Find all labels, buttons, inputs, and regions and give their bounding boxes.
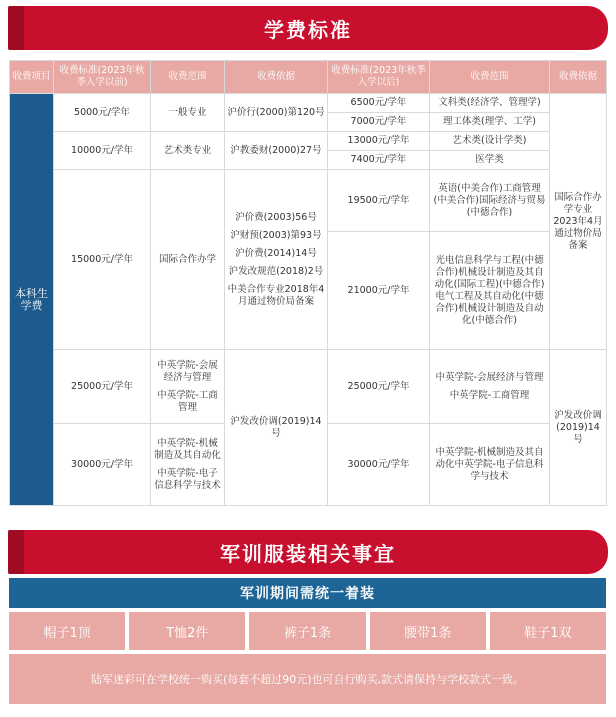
- uniform-items: [9, 612, 606, 650]
- cell-range-new: 中英学院-机械制造及其自动化中英学院-电子信息科学与技术: [430, 424, 550, 506]
- cell-std-new: 6500元/学年: [328, 94, 430, 113]
- header-range-old: 收费范围: [151, 61, 225, 94]
- cell-range-new: 文科类(经济学、管理学): [430, 94, 550, 113]
- cell-std-new: 7400元/学年: [328, 151, 430, 170]
- cell-basis-old: 沪价行(2000)第120号: [225, 94, 328, 132]
- basis-line: 沪发改规范(2018)2号: [228, 265, 324, 277]
- cell-basis-new: 沪发改价调(2019)14号: [550, 350, 607, 506]
- cell-basis-old: 沪发改价调(2019)14号: [225, 350, 328, 506]
- header-basis-old: 收费依据: [225, 61, 328, 94]
- cell-basis-old: [225, 170, 328, 350]
- uniform-item-shoes: 鞋子1双: [490, 612, 606, 650]
- cell-range-new: 光电信息科学与工程(中德合作)机械设计制造及其自动化(国际工程)(中德合作)电气工程及其自动化(中德合作)机械设计制造及自动化(中德合作): [430, 232, 550, 350]
- table-header-row: [10, 61, 607, 94]
- uniform-item-pants: 裤子1条: [249, 612, 365, 650]
- cell-basis-new: 国际合作办学专业2023年4月通过物价局备案: [550, 94, 607, 350]
- military-uniform-banner: [8, 530, 608, 574]
- basis-line: 沪财预(2003)第93号: [230, 229, 322, 241]
- cell-range-old: [151, 350, 225, 424]
- cell-range-new: 英语(中美合作)工商管理(中美合作)国际经济与贸易(中德合作): [430, 170, 550, 232]
- fee-standard-banner: [8, 6, 608, 50]
- range-line: 中英学院-机械制造及其自动化: [154, 437, 221, 461]
- table-row: [10, 132, 607, 151]
- uniform-item-hat: 帽子1顶: [9, 612, 125, 650]
- table-row: [10, 170, 607, 232]
- range-line: 中英学院-电子信息科学与技术: [154, 467, 221, 491]
- cell-range-new: 理工体类(理学、工学): [430, 113, 550, 132]
- cell-range-old: [151, 424, 225, 506]
- uniform-item-belt: 腰带1条: [370, 612, 486, 650]
- header-range-new: 收费范围: [430, 61, 550, 94]
- cell-range-old: 国际合作办学: [151, 170, 225, 350]
- cell-basis-old: 沪教委财(2000)27号: [225, 132, 328, 170]
- cell-std-new: 19500元/学年: [328, 170, 430, 232]
- range-line: 中英学院-工商管理: [449, 389, 530, 401]
- cell-std-new: 21000元/学年: [328, 232, 430, 350]
- cell-std-new: 25000元/学年: [328, 350, 430, 424]
- cell-std-new: 7000元/学年: [328, 113, 430, 132]
- cell-std-old: 10000元/学年: [54, 132, 151, 170]
- cell-std-new: 13000元/学年: [328, 132, 430, 151]
- cell-range-new: [430, 350, 550, 424]
- cell-std-old: 5000元/学年: [54, 94, 151, 132]
- basis-line: 沪价费(2014)14号: [235, 247, 317, 259]
- cell-range-old: 艺术类专业: [151, 132, 225, 170]
- table-row: [10, 350, 607, 424]
- fee-table: [9, 60, 607, 506]
- uniform-note: 陆军迷彩可在学校统一购买(每套不超过90元)也可自行购买,款式请保持与学校款式一致。: [9, 654, 606, 704]
- uniform-subheading: 军训期间需统一着装: [9, 578, 606, 608]
- fee-standard-title: 学费标准: [264, 17, 352, 42]
- basis-line: 沪价费(2003)56号: [235, 211, 317, 223]
- military-uniform-title: 军训服装相关事宜: [220, 541, 396, 566]
- header-std-new: 收费标准(2023年秋季入学以后): [328, 61, 430, 94]
- header-basis-new: 收费依据: [550, 61, 607, 94]
- range-line: 中英学院-工商管理: [157, 389, 218, 413]
- cell-range-old: 一般专业: [151, 94, 225, 132]
- level-label: 本科生学费: [10, 94, 54, 506]
- cell-range-new: 医学类: [430, 151, 550, 170]
- cell-std-new: 30000元/学年: [328, 424, 430, 506]
- basis-line: 中美合作专业2018年4月通过物价局备案: [227, 283, 325, 307]
- range-line: 中英学院-会展经济与管理: [157, 359, 218, 383]
- header-item: 收费项目: [10, 61, 54, 94]
- cell-std-old: 30000元/学年: [54, 424, 151, 506]
- cell-std-old: 25000元/学年: [54, 350, 151, 424]
- cell-std-old: 15000元/学年: [54, 170, 151, 350]
- cell-range-new: 艺术类(设计学类): [430, 132, 550, 151]
- uniform-item-tshirt: T恤2件: [129, 612, 245, 650]
- range-line: 中英学院-会展经济与管理: [435, 371, 544, 383]
- table-row: [10, 94, 607, 113]
- header-std-old: 收费标准(2023年秋季入学以前): [54, 61, 151, 94]
